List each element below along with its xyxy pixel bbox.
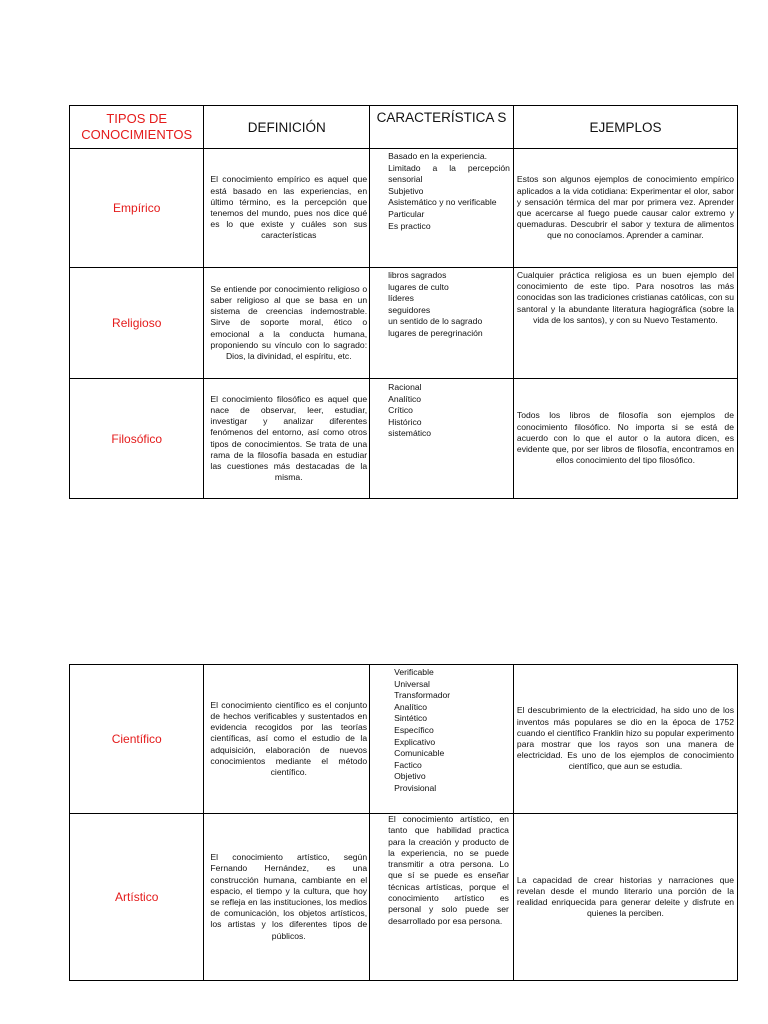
knowledge-table-bottom bbox=[69, 664, 738, 981]
table-row bbox=[70, 149, 738, 268]
characteristic-item: Analítico bbox=[388, 393, 422, 404]
characteristic-item: Universal bbox=[394, 678, 430, 689]
characteristic-item: un sentido de lo sagrado bbox=[388, 316, 483, 327]
characteristic-item: lugares de peregrinación bbox=[388, 327, 483, 338]
definition-cell: El conocimiento científico es el conjunto de hechos verificables y sustentados en evidencia recogidos por las teorías científicas, así como el estudio de la adquisición, elaboración de nuevos conocimientos mediante el método científico. bbox=[204, 665, 370, 814]
definition-cell: El conocimiento artístico, según Fernando Hernández, es una construcción humana, cambiante en el espacio, el tiempo y la cultura, que hoy se refleja en las instituciones, los medios de comunicación, los objetos artísticos, los artistas y los diferentes tipos de públicos. bbox=[204, 814, 370, 981]
characteristic-item: Subjetivo bbox=[388, 185, 424, 196]
characteristic-item: líderes bbox=[388, 293, 414, 304]
characteristic-item: Provisional bbox=[394, 782, 437, 793]
type-cell: Científico bbox=[70, 665, 204, 814]
definition-cell: El conocimiento empírico es aquel que está basado en las experiencias, en último término, es la percepción que tenemos del mundo, pues nos dice qué es lo que existe y cuáles son sus características bbox=[204, 149, 370, 268]
header-tipos: TIPOS DE CONOCIMIENTOS bbox=[70, 106, 204, 149]
characteristic-item: Objetivo bbox=[394, 771, 426, 782]
definition-cell: Se entiende por conocimiento religioso o saber religioso al que se basa en un sistema de creencias indemostrable. Sirve de soporte moral, ético o emocional a la conducta humana, proponiendo su vínculo con lo sagrado: Dios, la divinidad, el espíritu, etc. bbox=[204, 268, 370, 379]
type-cell: Religioso bbox=[70, 268, 204, 379]
characteristic-item: Verificable bbox=[394, 667, 434, 677]
characteristics-cell: El conocimiento artístico, en tanto que habilidad practica para la creación y producto de la experiencia, no se puede transmitir a otra persona. Lo que sí se puede es enseñar técnicas artísticas, porque el conocimiento artístico es personal y solo puede ser desarrollado por esa persona. bbox=[370, 814, 514, 981]
example-cell: La capacidad de crear historias y narraciones que revelan desde el mundo literario una porción de la realidad enriquecida para generar deleite y disfrute en quienes la perciben. bbox=[513, 814, 737, 981]
example-cell: Cualquier práctica religiosa es un buen ejemplo del conocimiento de este tipo. Para nosotros las más conocidas son las tradiciones cristianas católicas, con su santoral y la abundante literatura hagiográfica (sobre la vida de los santos), y con su Nuevo Testamento. bbox=[513, 268, 737, 379]
example-cell: El descubrimiento de la electricidad, ha sido uno de los inventos más populares se dio en la época de 1752 cuando el científico Franklin hizo su popular experimento para mostrar que los rayos son una manera de electricidad. Es uno de los ejemplos de conocimiento científico, que aun se estudia. bbox=[513, 665, 737, 814]
characteristics-cell bbox=[370, 268, 514, 379]
example-cell: Todos los libros de filosofía son ejemplos de conocimiento filosófico. No importa si se está de acuerdo con lo que el autor o la autora dicen, es evidente que, por ser libros de filosofía, encontramos en ellos conocimiento del tipo filosófico. bbox=[513, 379, 737, 499]
characteristic-item: Explicativo bbox=[394, 736, 436, 747]
type-cell: Empírico bbox=[70, 149, 204, 268]
example-cell: Estos son algunos ejemplos de conocimiento empírico aplicados a la vida cotidiana: Experimentar el olor, sabor y sensación térmica del mar por primera vez. Aprender que acercarse al fuego puede causar calor extremo y quemaduras. Descubrir el sabor y textura de alimentos que no conocíamos. Aprender a caminar. bbox=[513, 149, 737, 268]
characteristic-item: Es practico bbox=[388, 220, 431, 231]
characteristic-item: Analítico bbox=[394, 701, 428, 712]
characteristics-cell bbox=[370, 379, 514, 499]
header-ejemplos: EJEMPLOS bbox=[513, 106, 737, 149]
characteristic-item: lugares de culto bbox=[388, 281, 449, 292]
header-definicion: DEFINICIÓN bbox=[204, 106, 370, 149]
header-row bbox=[70, 106, 738, 149]
characteristic-item: Histórico bbox=[388, 416, 422, 427]
header-caracteristicas: CARACTERÍSTICA S bbox=[370, 106, 514, 149]
characteristic-item: Sintético bbox=[394, 713, 428, 724]
definition-cell: El conocimiento filosófico es aquel que nace de observar, leer, estudiar, investigar y analizar diferentes fenómenos del entorno, así como otros tipos de conocimientos. Se trata de una rama de la filosofía basada en estudiar las cuestiones más destacadas de la misma. bbox=[204, 379, 370, 499]
characteristic-item: Limitado a la percepción sensorial bbox=[388, 162, 510, 185]
characteristic-item: Basado en la experiencia. bbox=[388, 151, 488, 161]
characteristic-item: sistemático bbox=[388, 428, 432, 439]
characteristic-item: Factico bbox=[394, 759, 422, 770]
characteristic-item: Asistemático y no verificable bbox=[388, 197, 497, 208]
characteristic-item: Particular bbox=[388, 208, 425, 219]
characteristic-item: libros sagrados bbox=[388, 270, 447, 280]
characteristic-item: Comunicable bbox=[394, 748, 445, 759]
table-row bbox=[70, 814, 738, 981]
table-row bbox=[70, 268, 738, 379]
characteristic-item: Crítico bbox=[388, 405, 413, 416]
characteristic-item: Transformador bbox=[394, 690, 451, 701]
table-row bbox=[70, 379, 738, 499]
characteristics-cell bbox=[370, 665, 514, 814]
type-cell: Filosófico bbox=[70, 379, 204, 499]
characteristic-item: Racional bbox=[388, 382, 422, 392]
table-row bbox=[70, 665, 738, 814]
type-cell: Artístico bbox=[70, 814, 204, 981]
characteristic-item: seguidores bbox=[388, 304, 431, 315]
knowledge-table-top bbox=[69, 105, 738, 499]
characteristics-cell bbox=[370, 149, 514, 268]
characteristic-item: Específico bbox=[394, 724, 434, 735]
